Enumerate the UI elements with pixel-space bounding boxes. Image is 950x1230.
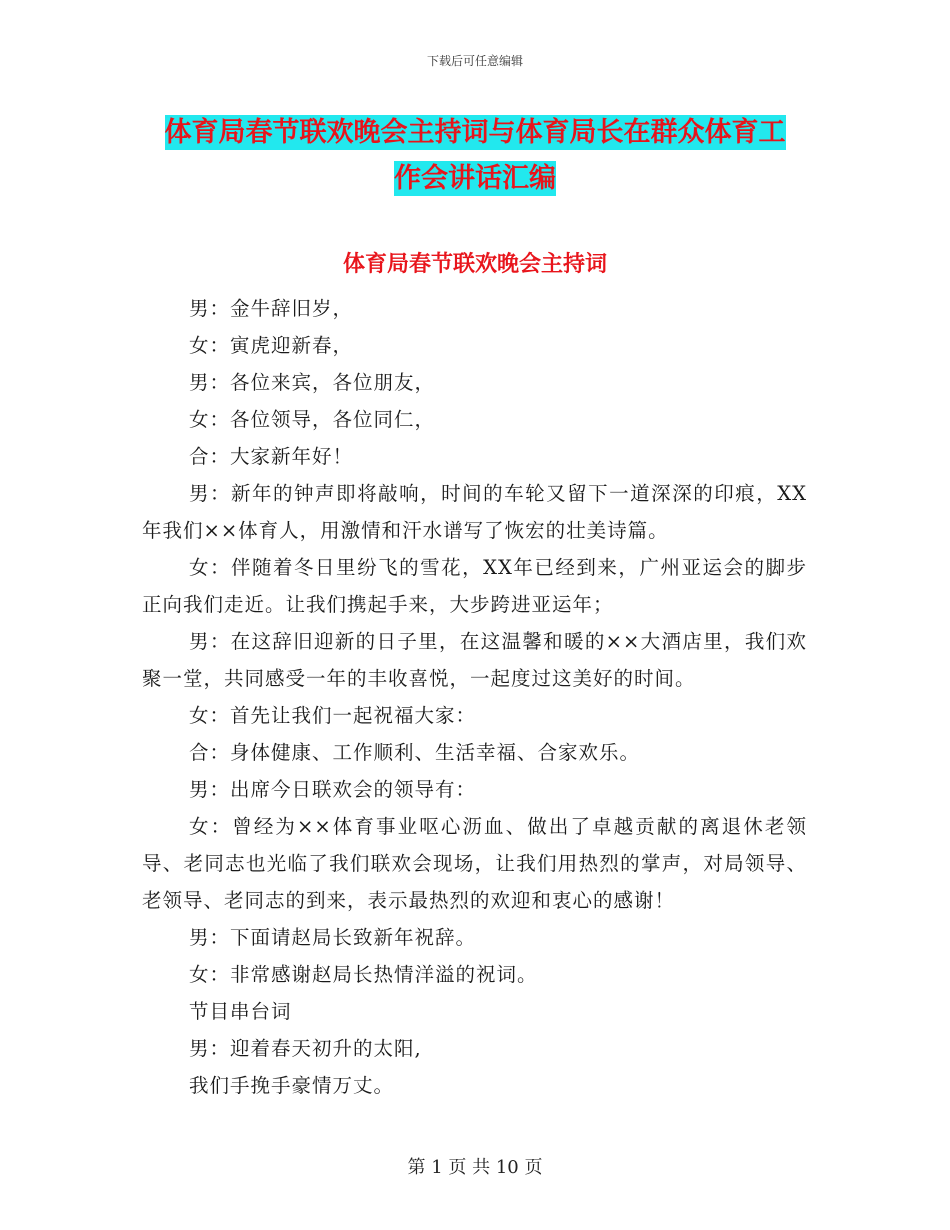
paragraph: 合：大家新年好！ (189, 445, 354, 468)
page-header: 下载后可任意编辑 (426, 54, 523, 68)
paragraph: 男：下面请赵局长致新年祝辞。 (189, 926, 477, 949)
paragraph: 节目串台词 (189, 1000, 292, 1023)
paragraph: 男：新年的钟声即将敲响，时间的车轮又留下一道深深的印痕，XX年我们××体育人，用激情和汗水谱写了恢宏的壮美诗篇。 (142, 482, 807, 542)
paragraph: 男：出席今日联欢会的领导有： (189, 778, 477, 801)
paragraph: 女：首先让我们一起祝福大家： (189, 704, 477, 727)
section-title: 体育局春节联欢晚会主持词 (342, 252, 607, 277)
paragraph: 男：各位来宾，各位朋友， (189, 371, 436, 394)
title-line-1: 体育局春节联欢晚会主持词与体育局长在群众体育工 (164, 117, 786, 148)
paragraph: 女：非常感谢赵局长热情洋溢的祝词。 (189, 963, 538, 986)
paragraph: 女：各位领导，各位同仁， (189, 408, 436, 431)
paragraph: 男：在这辞旧迎新的日子里，在这温馨和暖的××大酒店里，我们欢聚一堂，共同感受一年的丰收喜悦，一起度过这美好的时间。 (142, 630, 807, 690)
paragraph: 女：寅虎迎新春， (189, 334, 354, 357)
title-line-2: 作会讲话汇编 (394, 163, 556, 194)
page-footer: 第 1 页 共 10 页 (407, 1157, 543, 1178)
paragraph: 女：曾经为××体育事业呕心沥血、做出了卓越贡献的离退休老领导、老同志也光临了我们联欢会现场，让我们用热烈的掌声，对局领导、老领导、老同志的到来，表示最热烈的欢迎和衷心的感谢！ (142, 815, 807, 912)
paragraph: 我们手挽手豪情万丈。 (189, 1074, 395, 1097)
document-body (142, 290, 807, 1104)
paragraph: 男：金牛辞旧岁， (189, 297, 354, 320)
paragraph: 合：身体健康、工作顺利、生活幸福、合家欢乐。 (189, 741, 641, 764)
document-title (140, 110, 810, 202)
paragraph: 男：迎着春天初升的太阳, (189, 1037, 422, 1060)
paragraph: 女：伴随着冬日里纷飞的雪花，XX年已经到来，广州亚运会的脚步正向我们走近。让我们携起手来，大步跨进亚运年； (142, 556, 807, 616)
